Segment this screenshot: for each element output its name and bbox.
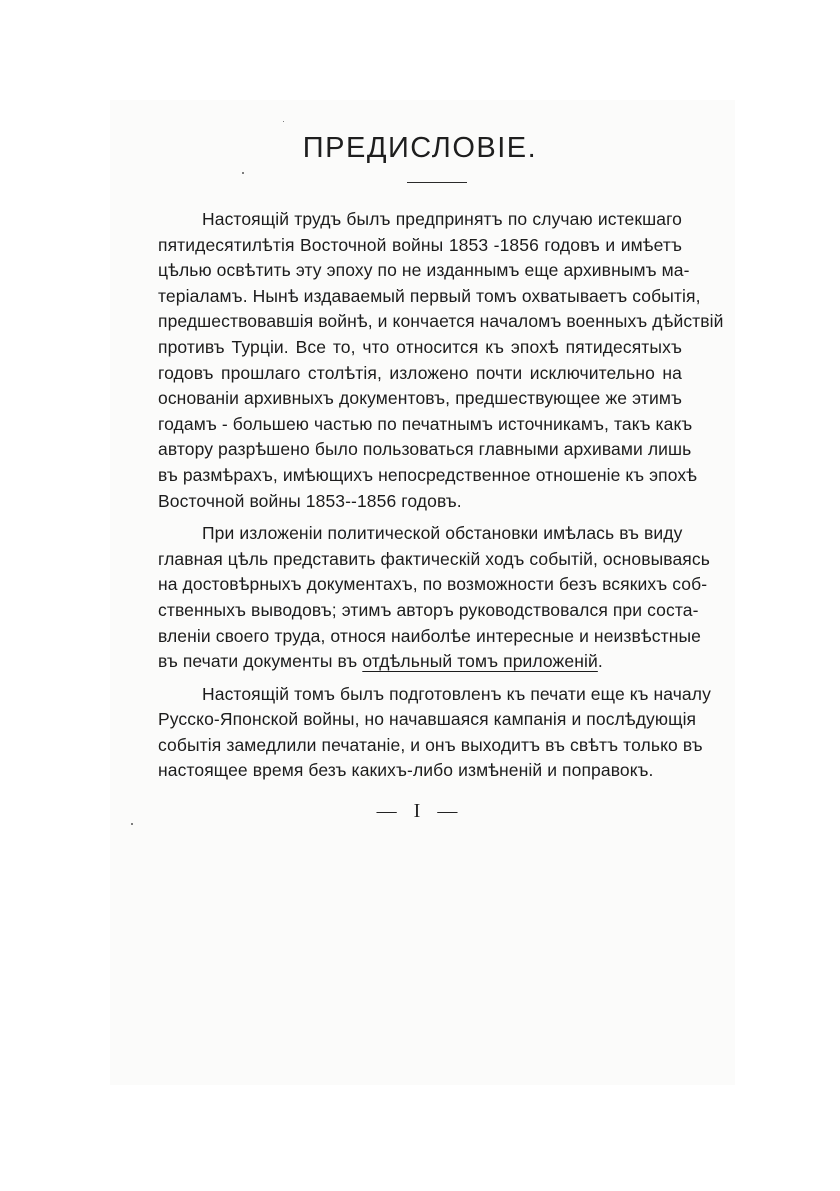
text-line: Настоящій томъ былъ подготовленъ къ печати еще къ началу — [202, 683, 711, 704]
text-line: годовъ прошлаго столѣтія, изложено почти исключительно на — [158, 362, 682, 383]
text-line: противъ Турціи. Все то, что относится къ эпохѣ пятидесятыхъ — [158, 336, 682, 357]
page-title: ПРЕДИСЛОВІЕ. — [302, 132, 538, 164]
text-line: на достовѣрныхъ документахъ, по возможности безъ всякихъ соб- — [158, 574, 708, 595]
text-line: вленіи своего труда, относя наиболѣе интересные и неизвѣстные — [158, 625, 701, 646]
text-line: теріаламъ. Нынѣ издаваемый первый томъ охватываетъ событія, — [158, 285, 701, 306]
text-line: Восточной войны 1853--1856 годовъ. — [158, 490, 462, 511]
preface-body — [158, 207, 724, 791]
text-line: При изложеніи политической обстановки имѣлась въ виду — [202, 523, 683, 544]
page-number: — I — — [376, 800, 464, 822]
text-line: ственныхъ выводовъ; этимъ авторъ руководствовался при соста- — [158, 599, 699, 620]
text-segment: . — [597, 651, 603, 672]
paragraph-3 — [158, 682, 711, 784]
title-divider — [407, 182, 467, 183]
text-line: годамъ - большею частью по печатнымъ источникамъ, такъ какъ — [158, 413, 693, 434]
scan-speck — [242, 172, 244, 174]
text-line: основаніи архивныхъ документовъ, предшествующее же этимъ — [158, 388, 682, 409]
scan-speck — [131, 823, 133, 825]
scan-speck — [283, 121, 284, 122]
text-segment: въ печати документы въ — [158, 651, 363, 672]
paragraph-2 — [158, 521, 710, 675]
text-line — [158, 649, 682, 675]
text-line: предшествовавшія войнѣ, и кончается началомъ военныхъ дѣйствій — [158, 311, 724, 332]
underlined-phrase: отдѣльный томъ приложеній — [362, 651, 598, 672]
text-line: настоящее время безъ какихъ-либо измѣненій и поправокъ. — [158, 760, 654, 781]
text-line: событія замедлили печатаніе, и онъ выходитъ въ свѣтъ только въ — [158, 734, 703, 755]
text-line: главная цѣль представить фактическій ходъ событій, основываясь — [158, 548, 710, 569]
text-line: пятидесятилѣтія Восточной войны 1853 -1856 годовъ и имѣетъ — [158, 234, 682, 255]
text-line: цѣлью освѣтить эту эпоху по не изданнымъ еще архивнымъ ма- — [158, 260, 690, 281]
text-line: Русско-Японской войны, но начавшаяся кампанія и послѣдующія — [158, 709, 697, 730]
paragraph-1 — [158, 207, 724, 514]
text-line: автору разрѣшено было пользоваться главными архивами лишь — [158, 439, 692, 460]
text-line: Настоящій трудъ былъ предпринятъ по случаю истекшаго — [202, 209, 682, 229]
text-line: въ размѣрахъ, имѣющихъ непосредственное отношеніе къ эпохѣ — [158, 464, 698, 485]
